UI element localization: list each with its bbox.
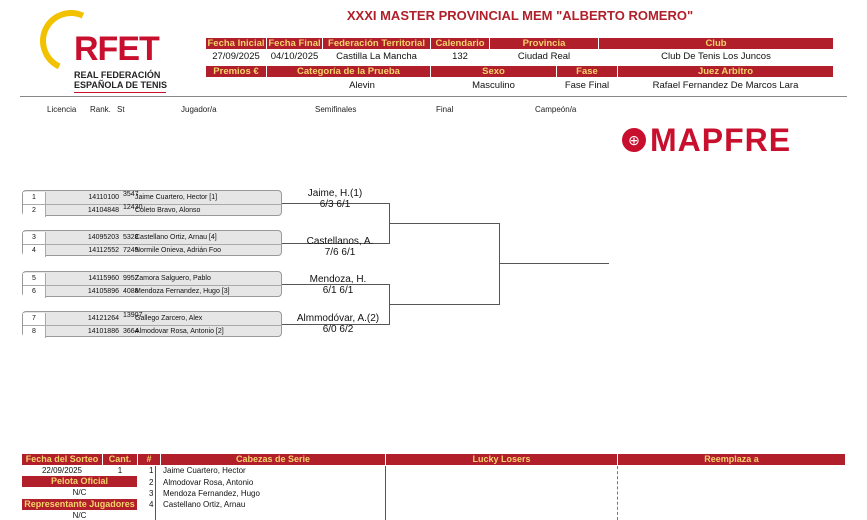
logo-underline	[74, 92, 166, 93]
player-name: Almodovar Rosa, Antonio [2]	[135, 328, 224, 335]
player-license: 14110100	[88, 194, 119, 201]
player-rank: 3664	[123, 328, 139, 335]
seed-name: Mendoza Fernandez, Hugo	[163, 489, 260, 498]
bracket-line	[499, 223, 500, 305]
seed-name: Castellano Ortiz, Arnau	[163, 500, 246, 509]
bracket-line	[389, 223, 499, 224]
value-provincia: Ciudad Real	[517, 51, 571, 62]
header-divider	[20, 96, 847, 97]
draw-count: 1	[117, 466, 123, 475]
player-rank: 3547	[123, 191, 139, 198]
player-name: Zamora Salguero, Pablo	[135, 275, 211, 282]
bottom-header-cabezas: Cabezas de Serie	[161, 454, 385, 465]
player-license: 14115960	[88, 275, 119, 282]
player-row[interactable]	[23, 273, 281, 285]
header-sexo: Sexo	[431, 66, 556, 77]
header-fase: Fase	[557, 66, 617, 77]
player-number: 2	[23, 205, 46, 217]
player-license: 14105896	[87, 288, 119, 295]
col-jugador: Jugador/a	[181, 105, 217, 114]
match-result-2	[280, 236, 400, 258]
column-divider	[155, 466, 156, 520]
player-license: 14121264	[87, 315, 119, 322]
player-rank: 9952	[123, 275, 139, 282]
player-name: Coleto Bravo, Alonso	[135, 207, 201, 214]
bottom-header-reemplaza: Reemplaza a	[618, 454, 845, 465]
result-score: 6/0 6/2	[322, 324, 354, 335]
col-semifinales: Semifinales	[315, 105, 357, 114]
value-juez: Rafael Fernandez De Marcos Lara	[652, 80, 799, 91]
player-name: Normile Onieva, Adrián Foo	[135, 247, 221, 254]
draw-date: 22/09/2025	[41, 466, 83, 475]
player-rank: 5328	[123, 234, 139, 241]
bottom-header-fecha-sorteo: Fecha del Sorteo	[22, 454, 102, 465]
seed-number: 2	[149, 478, 154, 487]
bottom-header-cant: Cant.	[103, 454, 137, 465]
col-rank: Rank.	[90, 105, 111, 114]
tournament-title: XXXI MASTER PROVINCIAL MEM "ALBERTO ROMERO"	[346, 8, 694, 23]
col-campeon: Campeón/a	[535, 105, 577, 114]
value-club: Club De Tenis Los Juncos	[661, 51, 771, 62]
value-sexo: Masculino	[472, 80, 515, 91]
rep-value: N/C	[72, 511, 87, 520]
ball-value: N/C	[72, 488, 87, 497]
seed-name: Jaime Cuartero, Hector	[163, 466, 246, 475]
player-name: Gallego Zarcero, Alex	[135, 315, 203, 322]
player-rank: 7249	[123, 247, 139, 254]
seed-number: 3	[149, 489, 154, 498]
result-winner: Mendoza, H.	[309, 274, 367, 285]
logo-subtitle-line1: REAL FEDERACIÓN	[74, 70, 161, 80]
player-rank: 13907	[123, 312, 143, 319]
logo-subtitle-line2: ESPAÑOLA DE TENIS	[74, 80, 168, 90]
player-row[interactable]	[23, 325, 281, 338]
result-winner: Almmodóvar, A.(2)	[296, 313, 380, 324]
value-fecha-final: 04/10/2025	[270, 51, 319, 62]
match-result-1	[275, 188, 395, 210]
col-final: Final	[436, 105, 454, 114]
player-row[interactable]	[23, 285, 281, 298]
player-number: 7	[23, 313, 46, 325]
bottom-header-lucky: Lucky Losers	[386, 454, 617, 465]
player-number: 6	[23, 286, 46, 298]
col-st: St	[117, 105, 125, 114]
match-result-4	[278, 313, 398, 335]
player-rank: 4088	[123, 288, 139, 295]
col-licencia: Licencia	[47, 105, 77, 114]
seed-name: Almodovar Rosa, Antonio	[163, 478, 254, 487]
column-divider	[617, 466, 618, 520]
match-box-2	[22, 230, 282, 256]
header-club: Club	[599, 38, 833, 49]
player-row[interactable]	[23, 192, 281, 204]
match-box-4	[22, 311, 282, 337]
bottom-header-hash: #	[138, 454, 160, 465]
value-fecha-inicial: 27/09/2025	[212, 51, 260, 62]
ball-label: Pelota Oficial	[22, 476, 137, 487]
header-calendario: Calendario	[431, 38, 489, 49]
player-row[interactable]	[23, 232, 281, 244]
player-row[interactable]	[23, 204, 281, 217]
player-license: 14112552	[88, 247, 119, 254]
header-fecha-final: Fecha Final	[268, 38, 321, 49]
column-divider	[385, 466, 386, 520]
player-name: Castellano Ortiz, Arnau [4]	[135, 234, 217, 241]
player-name: Mendoza Fernandez, Hugo [3]	[135, 288, 230, 295]
value-fase: Fase Final	[564, 80, 610, 91]
logo-text: RFET	[74, 30, 159, 68]
result-score: 7/6 6/1	[324, 247, 356, 258]
match-box-1	[22, 190, 282, 216]
player-number: 1	[23, 192, 46, 204]
seed-number: 1	[149, 466, 154, 475]
sponsor-logo: MAPFRE	[650, 122, 792, 158]
rep-label: Representante Jugadores	[22, 499, 137, 510]
player-number: 5	[23, 273, 46, 285]
result-winner: Jaime, H.(1)	[307, 188, 363, 199]
result-winner: Castellanos, A.	[306, 236, 374, 247]
player-name: Jaime Cuartero, Hector [1]	[135, 194, 218, 201]
bracket-line	[389, 304, 499, 305]
logo-subtitle	[74, 70, 167, 90]
header-premios: Premios €	[206, 66, 266, 77]
player-row[interactable]	[23, 313, 281, 325]
player-license: 14104848	[87, 207, 119, 214]
result-score: 6/3 6/1	[319, 199, 351, 210]
header-categoria: Categoría de la Prueba	[267, 66, 430, 77]
player-number: 3	[23, 232, 46, 244]
bracket-line	[499, 263, 609, 264]
match-box-3	[22, 271, 282, 297]
player-license: 14101886	[87, 328, 119, 335]
player-number: 4	[23, 245, 46, 257]
value-calendario: 132	[452, 51, 468, 62]
match-result-3	[278, 274, 398, 296]
player-rank: 12430	[123, 204, 143, 211]
result-score: 6/1 6/1	[322, 285, 354, 296]
header-provincia: Provincia	[490, 38, 598, 49]
value-federacion: Castilla La Mancha	[336, 51, 417, 62]
value-categoria: Alevin	[349, 80, 375, 91]
header-juez: Juez Arbitro	[618, 66, 833, 77]
header-federacion: Federación Territorial	[323, 38, 430, 49]
player-number: 8	[23, 326, 46, 338]
header-fecha-inicial: Fecha Inicial	[207, 38, 265, 49]
mapfre-logo-icon: ⊕	[622, 128, 646, 152]
player-license: 14095203	[87, 234, 119, 241]
seed-number: 4	[149, 500, 154, 509]
player-row[interactable]	[23, 244, 281, 257]
